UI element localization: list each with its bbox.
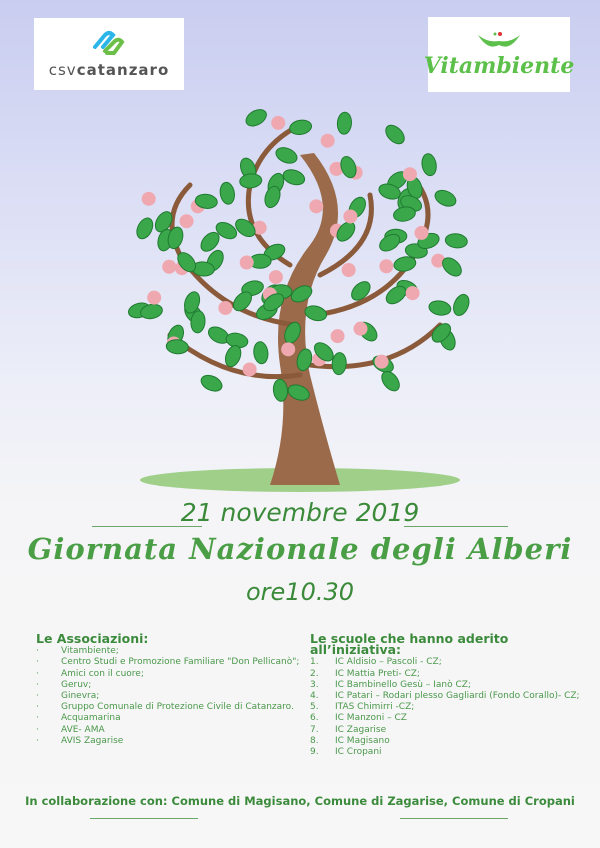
wings-icon — [474, 31, 524, 53]
blossom — [162, 260, 176, 274]
school-number: 1. — [310, 657, 319, 668]
blossom — [406, 286, 420, 300]
association-name: Vitambiente; — [61, 646, 119, 657]
blossom — [147, 291, 161, 305]
association-name: Ginevra; — [61, 691, 100, 702]
blossom — [243, 362, 257, 376]
leaf — [274, 145, 300, 166]
blossom — [414, 226, 428, 240]
leaf — [199, 372, 225, 394]
tree-trunk — [270, 153, 340, 485]
school-name: IC Zagarise — [335, 724, 387, 735]
event-date: 21 novembre 2019 — [180, 498, 420, 527]
leaf — [420, 153, 438, 177]
association-item — [36, 669, 299, 680]
tree-foliage — [127, 106, 472, 403]
blossom — [403, 167, 417, 181]
leaf — [289, 119, 313, 137]
school-name: IC Cropani — [335, 747, 382, 758]
vitambiente-logo-text: Vitambiente — [423, 52, 575, 79]
association-item — [36, 725, 299, 736]
school-name: IC Aldisio – Pascoli - CZ; — [335, 657, 442, 668]
leaf — [166, 339, 189, 355]
association-item — [36, 736, 299, 747]
school-name: IC Mattia Preti- CZ; — [335, 668, 420, 679]
school-name: IC Patari – Rodari plesso Gagliardi (Fondo Corallo)- CZ; — [335, 691, 580, 702]
bullet: · — [36, 713, 39, 724]
school-name: IC Magisano — [335, 735, 390, 746]
leaf — [331, 352, 347, 375]
leaf — [337, 112, 353, 135]
leaf — [382, 122, 407, 147]
bullet: · — [36, 735, 39, 746]
leaf — [281, 167, 306, 187]
bullet: · — [36, 691, 39, 702]
association-name: AVE- AMA — [61, 724, 105, 735]
divider — [400, 818, 508, 819]
association-name: AVIS Zagarise — [61, 735, 124, 746]
blossom — [240, 255, 254, 269]
blossom — [218, 301, 232, 315]
event-title: Giornata Nazionale degli Alberi — [27, 532, 573, 566]
blossom — [379, 259, 393, 273]
leaf — [134, 215, 156, 241]
csv-logo-icon — [89, 29, 129, 59]
association-name: Amici con il cuore; — [61, 668, 144, 679]
blossom — [142, 192, 156, 206]
blossom — [342, 263, 356, 277]
school-item — [310, 657, 600, 668]
leaf — [253, 341, 270, 365]
leaf — [239, 173, 262, 189]
school-number: 7. — [310, 724, 319, 735]
divider — [90, 818, 198, 819]
vitambiente-logo — [423, 17, 575, 92]
bullet: · — [36, 668, 39, 679]
school-number: 5. — [310, 702, 319, 713]
association-item — [36, 702, 299, 713]
school-name: IC Bambinello Gesù – Ianò CZ; — [335, 679, 471, 690]
association-name: Acquamarina — [61, 713, 121, 724]
schools-heading: Le scuole che hanno aderito all’iniziativa: — [310, 631, 509, 658]
blossom — [353, 322, 367, 336]
leaf — [433, 187, 459, 209]
school-item — [310, 725, 600, 736]
bullet: · — [36, 657, 39, 668]
schools-section — [310, 633, 600, 758]
association-item — [36, 713, 299, 724]
school-number: 4. — [310, 691, 319, 702]
school-item — [310, 680, 600, 691]
bullet: · — [36, 679, 39, 690]
school-number: 3. — [310, 679, 319, 690]
blossom — [180, 214, 194, 228]
school-item — [310, 713, 600, 724]
school-item — [310, 747, 600, 758]
blossom — [375, 355, 389, 369]
leaf — [451, 292, 472, 318]
bullet: · — [36, 702, 39, 713]
school-item — [310, 691, 600, 702]
school-number: 9. — [310, 747, 319, 758]
association-name: Gruppo Comunale di Protezione Civile di Catanzaro. — [61, 702, 294, 713]
school-number: 8. — [310, 735, 319, 746]
event-time: ore10.30 — [245, 578, 355, 606]
school-item — [310, 702, 600, 713]
school-item — [310, 669, 600, 680]
leaf — [219, 181, 236, 205]
tree-illustration — [100, 95, 500, 495]
collaboration-text: In collaborazione con: Comune di Magisano, Comune di Zagarise, Comune di Cropani — [25, 794, 575, 808]
association-item — [36, 691, 299, 702]
association-item — [36, 680, 299, 691]
csv-catanzaro-logo — [34, 18, 184, 90]
bullet: · — [36, 724, 39, 735]
blossom — [271, 116, 285, 130]
csv-logo-text: csvcatanzaro — [48, 61, 170, 79]
blossom — [269, 270, 283, 284]
school-number: 6. — [310, 713, 319, 724]
leaf — [243, 106, 269, 129]
blossom — [281, 342, 295, 356]
leaf — [428, 299, 452, 317]
associations-section — [36, 633, 299, 747]
school-name: ITAS Chimirri -CZ; — [335, 702, 415, 713]
school-item — [310, 736, 600, 747]
leaf — [378, 368, 403, 394]
blossom — [321, 134, 335, 148]
leaf — [445, 233, 469, 250]
association-name: Geruv; — [61, 679, 92, 690]
blossom — [343, 209, 357, 223]
blossom — [331, 329, 345, 343]
blossom — [309, 199, 323, 213]
bullet: · — [36, 646, 39, 657]
school-name: IC Manzoni – CZ — [335, 713, 407, 724]
association-item — [36, 657, 299, 668]
association-name: Centro Studi e Promozione Familiare "Don Pellicanò"; — [61, 657, 300, 668]
school-number: 2. — [310, 668, 319, 679]
associations-heading: Le Associazioni: — [36, 631, 149, 646]
association-item — [36, 646, 299, 657]
